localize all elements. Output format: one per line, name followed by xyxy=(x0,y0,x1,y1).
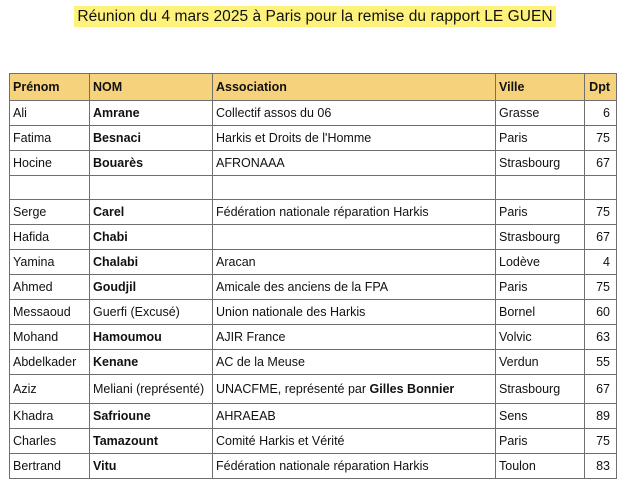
cell-prenom: Mohand xyxy=(10,325,90,350)
cell-dpt: 67 xyxy=(585,375,617,404)
cell-association: AC de la Meuse xyxy=(213,350,496,375)
cell-ville: Strasbourg xyxy=(496,151,585,176)
cell-prenom: Charles xyxy=(10,429,90,454)
representative-name: Gilles Bonnier xyxy=(369,382,455,396)
cell-dpt: 75 xyxy=(585,429,617,454)
cell-prenom: Ali xyxy=(10,101,90,126)
cell-nom: Vitu xyxy=(90,454,213,479)
table-row xyxy=(10,250,617,275)
table-row xyxy=(10,375,617,404)
cell-association xyxy=(213,375,496,404)
cell-nom: Hamoumou xyxy=(90,325,213,350)
cell-nom: Bouarès xyxy=(90,151,213,176)
cell-dpt: 75 xyxy=(585,200,617,225)
cell-prenom: Serge xyxy=(10,200,90,225)
cell-association: Amicale des anciens de la FPA xyxy=(213,275,496,300)
header-ville: Ville xyxy=(496,74,585,101)
cell-prenom: Fatima xyxy=(10,126,90,151)
cell-association xyxy=(213,225,496,250)
cell-ville: Strasbourg xyxy=(496,225,585,250)
cell-nom: Goudjil xyxy=(90,275,213,300)
title-container xyxy=(0,6,630,27)
cell-nom: Kenane xyxy=(90,350,213,375)
cell-nom: Besnaci xyxy=(90,126,213,151)
cell-ville: Verdun xyxy=(496,350,585,375)
cell-ville: Lodève xyxy=(496,250,585,275)
cell-dpt: 55 xyxy=(585,350,617,375)
cell-nom: Amrane xyxy=(90,101,213,126)
cell-ville: Strasbourg xyxy=(496,375,585,404)
cell-ville: Toulon xyxy=(496,454,585,479)
cell-dpt: 89 xyxy=(585,404,617,429)
table-row xyxy=(10,350,617,375)
cell-ville: Paris xyxy=(496,275,585,300)
cell-ville: Bornel xyxy=(496,300,585,325)
table-row xyxy=(10,151,617,176)
table-row xyxy=(10,404,617,429)
table-row xyxy=(10,429,617,454)
table-row xyxy=(10,454,617,479)
cell-nom xyxy=(90,176,213,200)
cell-ville: Paris xyxy=(496,429,585,454)
cell-prenom: Abdelkader xyxy=(10,350,90,375)
cell-dpt: 60 xyxy=(585,300,617,325)
table-row xyxy=(10,325,617,350)
cell-prenom: Khadra xyxy=(10,404,90,429)
cell-ville: Volvic xyxy=(496,325,585,350)
header-dpt: Dpt xyxy=(585,74,617,101)
cell-dpt xyxy=(585,176,617,200)
cell-nom: Chabi xyxy=(90,225,213,250)
cell-dpt: 67 xyxy=(585,225,617,250)
header-association: Association xyxy=(213,74,496,101)
table-row xyxy=(10,126,617,151)
cell-association: Collectif assos du 06 xyxy=(213,101,496,126)
cell-nom: Guerfi (Excusé) xyxy=(90,300,213,325)
cell-dpt: 83 xyxy=(585,454,617,479)
table-header-row xyxy=(10,74,617,101)
cell-ville: Sens xyxy=(496,404,585,429)
table-row-empty xyxy=(10,176,617,200)
cell-association: AHRAEAB xyxy=(213,404,496,429)
cell-ville xyxy=(496,176,585,200)
cell-dpt: 75 xyxy=(585,275,617,300)
cell-nom: Carel xyxy=(90,200,213,225)
cell-ville: Paris xyxy=(496,126,585,151)
cell-association: Comité Harkis et Vérité xyxy=(213,429,496,454)
cell-association: Union nationale des Harkis xyxy=(213,300,496,325)
cell-nom: Tamazount xyxy=(90,429,213,454)
table-row xyxy=(10,101,617,126)
cell-ville: Paris xyxy=(496,200,585,225)
cell-dpt: 67 xyxy=(585,151,617,176)
cell-prenom: Ahmed xyxy=(10,275,90,300)
cell-ville: Grasse xyxy=(496,101,585,126)
cell-prenom: Aziz xyxy=(10,375,90,404)
cell-association: Aracan xyxy=(213,250,496,275)
table-row xyxy=(10,300,617,325)
table-row xyxy=(10,225,617,250)
table-row xyxy=(10,275,617,300)
table-row xyxy=(10,200,617,225)
cell-prenom xyxy=(10,176,90,200)
cell-association: Harkis et Droits de l'Homme xyxy=(213,126,496,151)
cell-prenom: Hocine xyxy=(10,151,90,176)
cell-association: Fédération nationale réparation Harkis xyxy=(213,454,496,479)
page-title: Réunion du 4 mars 2025 à Paris pour la remise du rapport LE GUEN xyxy=(74,6,555,27)
participants-table xyxy=(9,73,617,479)
cell-prenom: Hafida xyxy=(10,225,90,250)
cell-dpt: 4 xyxy=(585,250,617,275)
cell-prenom: Yamina xyxy=(10,250,90,275)
cell-association: Fédération nationale réparation Harkis xyxy=(213,200,496,225)
cell-dpt: 63 xyxy=(585,325,617,350)
cell-nom: Safrioune xyxy=(90,404,213,429)
header-prenom: Prénom xyxy=(10,74,90,101)
cell-dpt: 75 xyxy=(585,126,617,151)
cell-dpt: 6 xyxy=(585,101,617,126)
cell-nom: Chalabi xyxy=(90,250,213,275)
cell-prenom: Bertrand xyxy=(10,454,90,479)
cell-association: AJIR France xyxy=(213,325,496,350)
cell-nom: Meliani (représenté) xyxy=(90,375,213,404)
cell-prenom: Messaoud xyxy=(10,300,90,325)
association-text: UNACFME, représenté par xyxy=(216,382,370,396)
cell-association xyxy=(213,176,496,200)
cell-association: AFRONAAA xyxy=(213,151,496,176)
header-nom: NOM xyxy=(90,74,213,101)
